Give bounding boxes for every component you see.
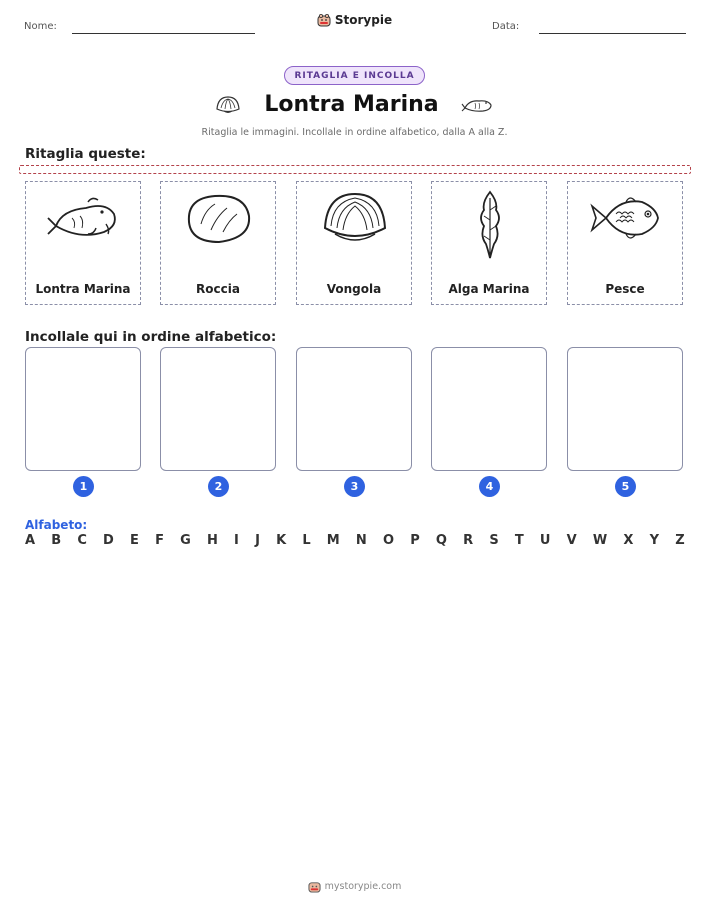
order-number-2: 2 bbox=[208, 476, 229, 497]
instructions: Ritaglia le immagini. Incollale in ordine alfabetico, dalla A alla Z. bbox=[201, 127, 508, 138]
paste-heading: Incollale qui in ordine alfabetico: bbox=[25, 329, 277, 345]
cut-card-seaweed[interactable] bbox=[431, 181, 547, 305]
alphabet-letter: F bbox=[155, 533, 164, 548]
name-label: Nome: bbox=[24, 21, 57, 32]
alphabet-letter: N bbox=[355, 533, 367, 548]
alphabet-letter: B bbox=[51, 533, 62, 548]
footer-url[interactable]: mystorypie.com bbox=[324, 881, 402, 892]
clam-icon bbox=[315, 188, 395, 248]
alphabet-letter: T bbox=[514, 533, 524, 548]
card-label: Alga Marina bbox=[448, 282, 530, 296]
cut-card-sea-otter[interactable] bbox=[25, 181, 141, 305]
card-label: Vongola bbox=[326, 282, 382, 296]
cut-card-rock[interactable] bbox=[160, 181, 276, 305]
paste-box-5[interactable] bbox=[567, 347, 683, 471]
alphabet-letter: E bbox=[130, 533, 139, 548]
alphabet-letter: J bbox=[255, 533, 260, 548]
fish-icon bbox=[586, 188, 666, 248]
alphabet-letter: Y bbox=[649, 533, 660, 548]
alphabet-letter: X bbox=[623, 533, 634, 548]
alphabet-letter: A bbox=[25, 533, 36, 548]
alphabet-letter: L bbox=[302, 533, 311, 548]
alphabet-letter: D bbox=[103, 533, 114, 548]
activity-badge: RITAGLIA E INCOLLA bbox=[284, 66, 424, 85]
paste-box-4[interactable] bbox=[431, 347, 547, 471]
seaweed-icon bbox=[450, 188, 530, 260]
card-label: Pesce bbox=[605, 282, 645, 296]
cut-heading: Ritaglia queste: bbox=[25, 146, 146, 162]
order-number-5: 5 bbox=[615, 476, 636, 497]
name-line[interactable] bbox=[72, 33, 255, 34]
storypie-mascot-icon bbox=[317, 13, 331, 27]
alphabet-letter: I bbox=[234, 533, 239, 548]
date-line[interactable] bbox=[539, 33, 686, 34]
alphabet-row bbox=[25, 533, 685, 548]
cut-card-fish[interactable] bbox=[567, 181, 683, 305]
alphabet-letter: O bbox=[382, 533, 395, 548]
paste-box-2[interactable] bbox=[160, 347, 276, 471]
alphabet-letter: K bbox=[276, 533, 287, 548]
alphabet-letter: U bbox=[539, 533, 551, 548]
alphabet-heading: Alfabeto: bbox=[25, 518, 88, 532]
alphabet-letter: S bbox=[489, 533, 499, 548]
alphabet-letter: V bbox=[566, 533, 577, 548]
clam-icon bbox=[214, 94, 242, 116]
alphabet-letter: W bbox=[592, 533, 608, 548]
alphabet-letter: M bbox=[326, 533, 340, 548]
alphabet-letter: G bbox=[180, 533, 191, 548]
rock-icon bbox=[179, 188, 259, 248]
sea-otter-icon bbox=[44, 188, 124, 248]
order-number-4: 4 bbox=[479, 476, 500, 497]
cut-line bbox=[19, 165, 691, 174]
order-number-1: 1 bbox=[73, 476, 94, 497]
cut-card-clam[interactable] bbox=[296, 181, 412, 305]
page-title: Lontra Marina bbox=[264, 92, 439, 117]
sea-otter-icon bbox=[461, 94, 495, 116]
alphabet-letter: C bbox=[77, 533, 87, 548]
alphabet-letter: H bbox=[206, 533, 218, 548]
paste-box-1[interactable] bbox=[25, 347, 141, 471]
footer bbox=[0, 880, 709, 893]
title-row bbox=[0, 92, 709, 117]
brand-name: Storypie bbox=[334, 13, 393, 27]
storypie-mascot-icon bbox=[308, 880, 321, 893]
date-label: Data: bbox=[492, 21, 520, 32]
card-label: Roccia bbox=[196, 282, 240, 296]
alphabet-letter: Z bbox=[675, 533, 685, 548]
order-number-3: 3 bbox=[344, 476, 365, 497]
brand-logo bbox=[0, 13, 709, 27]
paste-box-3[interactable] bbox=[296, 347, 412, 471]
card-label: Lontra Marina bbox=[35, 282, 131, 296]
alphabet-letter: R bbox=[463, 533, 474, 548]
alphabet-letter: Q bbox=[435, 533, 447, 548]
alphabet-letter: P bbox=[410, 533, 420, 548]
